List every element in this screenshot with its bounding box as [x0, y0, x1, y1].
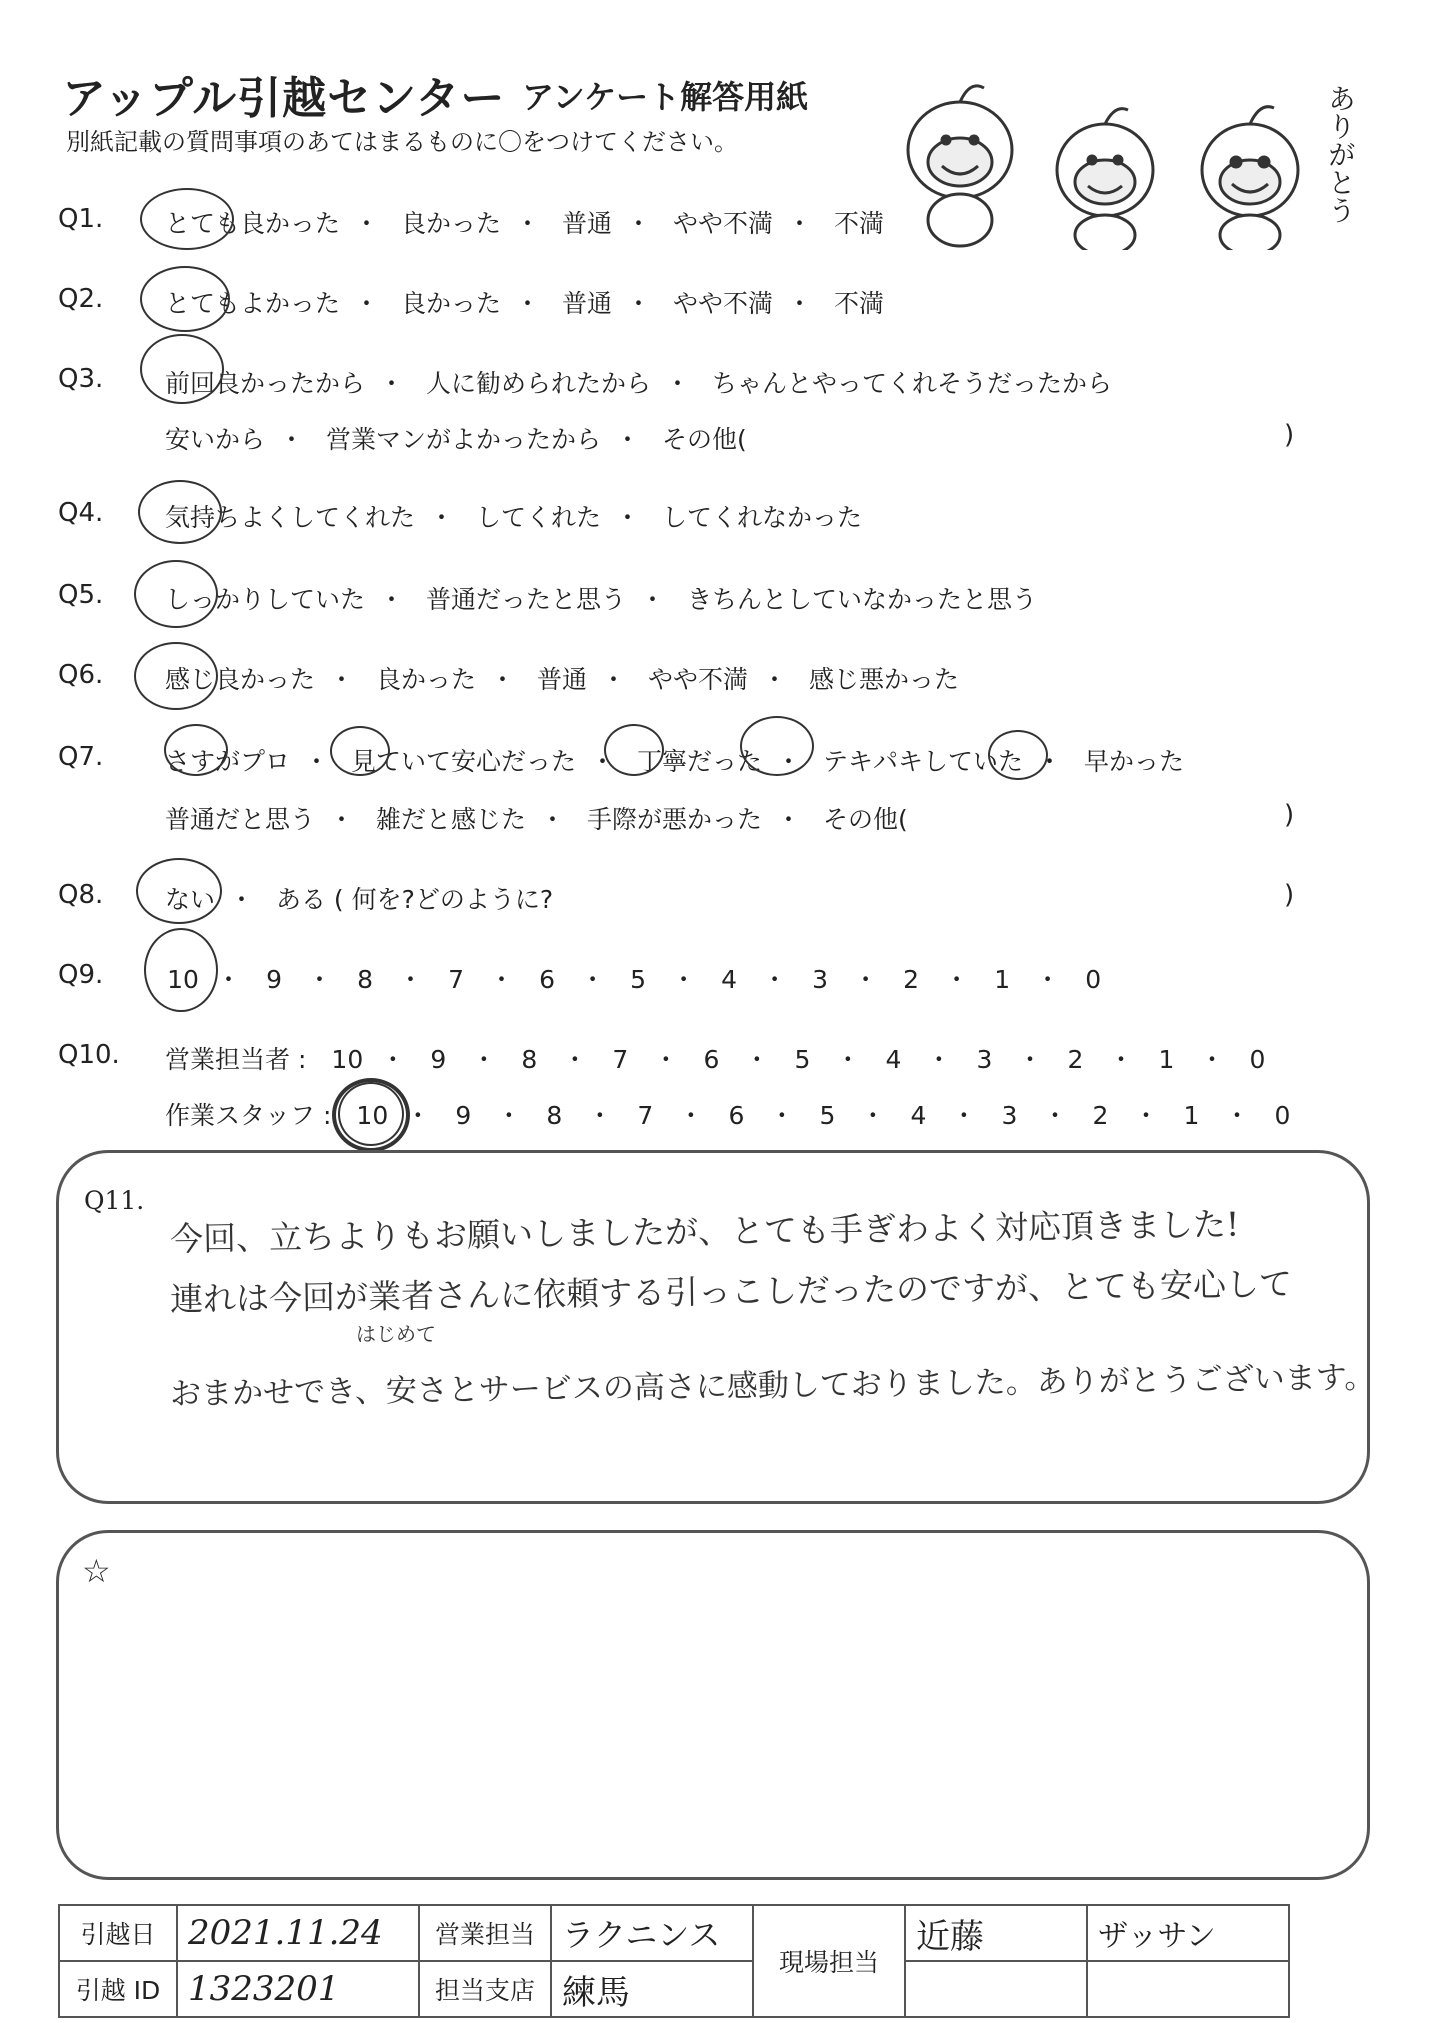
q10-staff-selection-circle — [338, 1082, 404, 1146]
q3-options-line1: 前回良かったから ・ 人に勧められたから ・ ちゃんとやってくれそうだったから — [165, 369, 1112, 398]
q2-option[interactable]: とてもよかった — [165, 289, 341, 318]
q1-label: Q1. — [58, 204, 104, 234]
mascot-caption: ありがとう — [1324, 84, 1357, 224]
q5-selection-circle — [134, 560, 218, 628]
q11-comment-line: おまかせでき、安さとサービスの高さに感動しておりました。ありがとうございます。 — [169, 1359, 1376, 1413]
q2-label: Q2. — [58, 284, 104, 314]
q2-option[interactable]: 不満 — [833, 289, 884, 318]
q6-option[interactable]: 良かった — [375, 665, 476, 694]
q3-close-paren: ) — [1284, 420, 1295, 450]
mascot-illustration — [880, 70, 1350, 250]
site-name-3 — [905, 1961, 1087, 2017]
q1-selection-circle — [140, 188, 234, 250]
q5-option[interactable]: 普通だったと思う — [425, 585, 626, 614]
q3-option[interactable]: ちゃんとやってくれそうだったから — [711, 369, 1112, 398]
q9-score[interactable]: 6 — [539, 965, 556, 994]
q7-selection-circle — [604, 724, 664, 776]
q4-selection-circle — [138, 480, 222, 544]
branch-value: 練馬 — [551, 1961, 753, 2017]
q10-sales-score[interactable]: 5 — [794, 1045, 811, 1074]
q6-option[interactable]: やや不満 — [647, 665, 748, 694]
q10-staff-score[interactable]: 0 — [1274, 1101, 1291, 1130]
q10-sales-score[interactable]: 10 — [331, 1045, 364, 1074]
q7-option[interactable]: 見ていて安心だった — [350, 747, 576, 776]
q7-selection-circle — [164, 724, 228, 776]
q7-option[interactable]: テキパキしていた — [822, 747, 1023, 776]
q1-option[interactable]: 良かった — [400, 209, 501, 238]
form-instruction: 別紙記載の質問事項のあてはまるものに〇をつけてください。 — [66, 128, 738, 156]
q1-options: とても良かった ・ 良かった ・ 普通 ・ やや不満 ・ 不満 — [165, 209, 884, 238]
q7-selection-circle — [988, 730, 1048, 780]
q11-comment-line: 今回、立ちよりもお願いしましたが、とても手ぎわよく対応頂きました! — [169, 1204, 1240, 1259]
q8-close-paren: ) — [1284, 880, 1295, 910]
site-name-2: ザッサン — [1087, 1905, 1289, 1961]
q9-score[interactable]: 2 — [903, 965, 920, 994]
site-name-4 — [1087, 1961, 1289, 2017]
q10-sales-score[interactable]: 9 — [430, 1045, 447, 1074]
q11-insert-note: はじめて — [356, 1322, 436, 1346]
q10-sales-row: 営業担当者 : 10 ・ 9 ・ 8 ・ 7 ・ 6 ・ 5 ・ 4 ・ 3 ・ 2 ・ 1 ・ 0 — [165, 1040, 1290, 1076]
q9-selection-circle — [144, 928, 218, 1012]
move-id-value: 1323201 — [177, 1961, 419, 2017]
q7-option[interactable]: 早かった — [1083, 747, 1184, 776]
mascot-gorilla-1 — [908, 86, 1012, 246]
q6-option[interactable]: 普通 — [536, 665, 587, 694]
mascot-gorilla-2 — [1057, 109, 1153, 250]
q10-staff-score[interactable]: 8 — [546, 1101, 563, 1130]
star-icon: ☆ — [82, 1552, 111, 1590]
q2-option[interactable]: 普通 — [561, 289, 612, 318]
q6-selection-circle — [134, 642, 218, 710]
q2-options: とてもよかった ・ 良かった ・ 普通 ・ やや不満 ・ 不満 — [165, 289, 884, 318]
q10-staff-score[interactable]: 3 — [1001, 1101, 1018, 1130]
q6-option[interactable]: 感じ良かった — [165, 665, 316, 694]
q10-sales-score[interactable]: 2 — [1067, 1045, 1084, 1074]
move-date-label: 引越日 — [59, 1905, 177, 1961]
q10-staff-score[interactable]: 7 — [637, 1101, 654, 1130]
q4-option[interactable]: 気持ちよくしてくれた — [165, 503, 416, 532]
sales-name: ラクニンス — [551, 1905, 753, 1961]
q10-staff-score[interactable]: 6 — [728, 1101, 745, 1130]
q3-option-other[interactable]: その他( — [661, 425, 747, 454]
q6-options: 感じ良かった ・ 良かった ・ 普通 ・ やや不満 ・ 感じ悪かった — [165, 665, 959, 694]
q9-score[interactable]: 9 — [266, 965, 282, 994]
move-date-value: 2021.11.24 — [177, 1905, 419, 1961]
q10-label: Q10. — [58, 1040, 120, 1070]
q9-scores: 10 ・ 9 ・ 8 ・ 7 ・ 6 ・ 5 ・ 4 ・ 3 ・ 2 ・ 1 ・ 0 — [150, 960, 1126, 996]
q10-staff-score[interactable]: 1 — [1183, 1101, 1200, 1130]
q7-option-other[interactable]: その他( — [822, 805, 908, 834]
mascot-gorilla-3 — [1202, 107, 1298, 250]
q10-sales-label: 営業担当者 : — [165, 1045, 307, 1074]
move-info-table — [58, 1904, 1290, 2018]
q7-option[interactable]: 手際が悪かった — [586, 805, 762, 834]
q6-label: Q6. — [58, 660, 104, 690]
q10-staff-label: 作業スタッフ : — [165, 1101, 332, 1130]
q7-option[interactable]: さすがプロ — [165, 747, 291, 776]
q4-label: Q4. — [58, 498, 104, 528]
q4-option[interactable]: してくれた — [475, 503, 601, 532]
q7-option[interactable]: 丁寧だった — [636, 747, 762, 776]
q8-option[interactable]: ない — [165, 885, 216, 914]
q10-sales-score[interactable]: 7 — [612, 1045, 629, 1074]
q8-label: Q8. — [58, 880, 104, 910]
q2-option[interactable]: 良かった — [400, 289, 501, 318]
q8-selection-circle — [136, 858, 222, 924]
q3-selection-circle — [140, 334, 224, 404]
branch-label: 担当支店 — [419, 1961, 551, 2017]
q6-option[interactable]: 感じ悪かった — [808, 665, 959, 694]
q10-staff-score[interactable]: 2 — [1092, 1101, 1109, 1130]
q3-option[interactable]: 安いから — [165, 425, 266, 454]
q3-option[interactable]: 営業マンがよかったから — [325, 425, 601, 454]
q9-score[interactable]: 10 — [167, 965, 199, 994]
q7-close-paren: ) — [1284, 800, 1295, 830]
q7-selection-circle — [330, 726, 390, 776]
site-name-1: 近藤 — [905, 1905, 1087, 1961]
form-title: アップル引越センター — [62, 73, 506, 124]
q7-selection-circle — [740, 716, 814, 776]
q10-staff-score[interactable]: 5 — [819, 1101, 836, 1130]
q11-label: Q11. — [84, 1186, 145, 1215]
q10-sales-score[interactable]: 4 — [885, 1045, 902, 1074]
q4-option[interactable]: してくれなかった — [661, 503, 862, 532]
move-id-label: 引越 ID — [59, 1961, 177, 2017]
star-comment-box — [56, 1530, 1370, 1880]
q10-sales-score[interactable]: 0 — [1249, 1045, 1266, 1074]
q9-score[interactable]: 8 — [357, 965, 373, 994]
q1-option[interactable]: とても良かった — [165, 209, 341, 238]
q5-option[interactable]: きちんとしていなかったと思う — [686, 585, 1037, 614]
q1-option[interactable]: やや不満 — [672, 209, 773, 238]
q5-option[interactable]: しっかりしていた — [165, 585, 366, 614]
q1-option[interactable]: 普通 — [561, 209, 612, 238]
q10-sales-score[interactable]: 6 — [703, 1045, 720, 1074]
q11-comment-line: 連れは今回が業者さんに依頼する引っこしだったのですが、とても安心して — [169, 1264, 1293, 1319]
q9-score[interactable]: 4 — [721, 965, 738, 994]
q9-score[interactable]: 1 — [994, 965, 1011, 994]
q9-score[interactable]: 0 — [1085, 965, 1102, 994]
q7-options-line1: さすがプロ ・ 見ていて安心だった ・ 丁寧だった ・ テキパキしていた ・ 早かった — [165, 747, 1184, 776]
q7-options-line2: 普通だと思う ・ 雑だと感じた ・ 手際が悪かった ・ その他( — [165, 805, 908, 834]
q9-score[interactable]: 7 — [448, 965, 464, 994]
form-subtitle: アンケート解答用紙 — [522, 78, 809, 116]
q9-score[interactable]: 3 — [812, 965, 829, 994]
q3-label: Q3. — [58, 364, 104, 394]
q10-sales-score[interactable]: 1 — [1158, 1045, 1175, 1074]
q10-sales-score[interactable]: 3 — [976, 1045, 993, 1074]
q10-staff-score[interactable]: 10 — [356, 1101, 389, 1130]
q8-options: ない ・ ある ( 何を?どのように? — [165, 885, 554, 914]
q5-options: しっかりしていた ・ 普通だったと思う ・ きちんとしていなかったと思う — [165, 585, 1037, 614]
site-label: 現場担当 — [753, 1905, 905, 2017]
q4-options: 気持ちよくしてくれた ・ してくれた ・ してくれなかった — [165, 503, 862, 532]
q10-sales-score[interactable]: 8 — [521, 1045, 538, 1074]
q7-option[interactable]: 雑だと感じた — [375, 805, 526, 834]
q1-option[interactable]: 不満 — [833, 209, 884, 238]
q5-label: Q5. — [58, 580, 104, 610]
q8-option[interactable]: ある ( 何を?どのように? — [275, 885, 554, 914]
q9-label: Q9. — [58, 960, 104, 990]
q9-score[interactable]: 5 — [630, 965, 647, 994]
q3-options-line2: 安いから ・ 営業マンがよかったから ・ その他( — [165, 425, 747, 454]
sales-label: 営業担当 — [419, 1905, 551, 1961]
q7-label: Q7. — [58, 742, 104, 772]
q7-option[interactable]: 普通だと思う — [165, 805, 316, 834]
q10-staff-score[interactable]: 9 — [455, 1101, 472, 1130]
q3-option[interactable]: 前回良かったから — [165, 369, 366, 398]
q3-option[interactable]: 人に勧められたから — [425, 369, 651, 398]
q10-staff-row: 作業スタッフ : 10 ・ 9 ・ 8 ・ 7 ・ 6 ・ 5 ・ 4 ・ 3 ・ 2 ・ 1 ・ 0 — [165, 1096, 1315, 1132]
q2-option[interactable]: やや不満 — [672, 289, 773, 318]
q2-selection-circle — [140, 266, 230, 332]
q10-staff-score[interactable]: 4 — [910, 1101, 927, 1130]
